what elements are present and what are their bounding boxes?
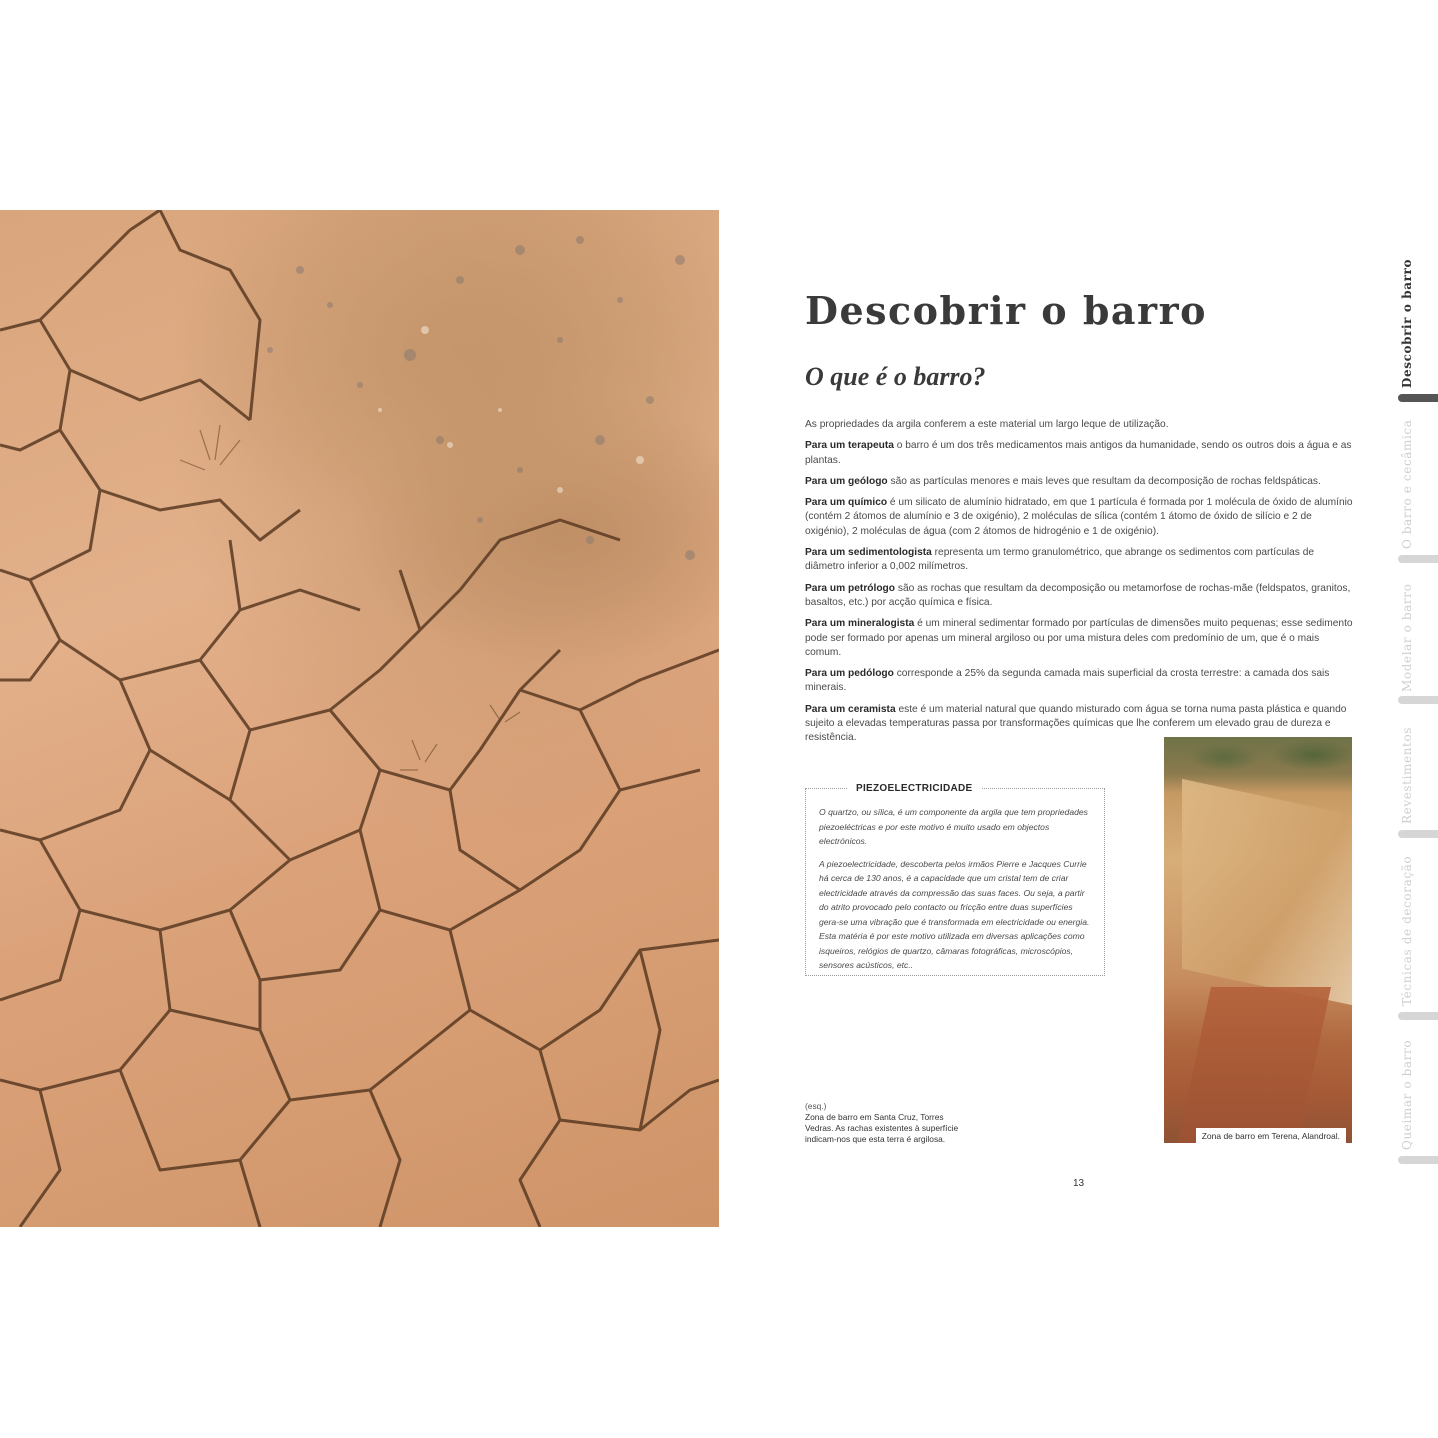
caption-text: Zona de barro em Santa Cruz, Torres Vedras. As rachas existentes à superfície indicam-nos que esta terra é argilosa. [805,1112,959,1144]
left-photo-caption [805,1101,965,1145]
tab-label: O barro e cecâmica [1400,419,1414,549]
piezoelectricity-box [805,783,1105,976]
paragraph-text: são as rochas que resultam da decomposição ou metamorfose de rochas-mãe (feldspatos, granitos, basaltos, etc.) por acção química e física. [805,582,1351,608]
body-text [805,418,1353,753]
tab-label: Queimar o barro [1400,1039,1414,1150]
clay-ridge [1182,779,1352,1005]
caption-reference: (esq.) [805,1101,827,1111]
tab-bar [1398,696,1438,704]
tab-label: Técnicas de decoração [1400,855,1414,1006]
tab-tecnicas-de-decoracao[interactable] [1398,855,1438,1022]
tab-bar [1398,555,1438,563]
paragraph-lead: Para um terapeuta [805,440,894,452]
paragraph-text: é um mineral sedimentar formado por partículas de dimensões muito pequenas; esse sedimento pode ser formado por apenas um mineral argiloso ou por uma mistura deles com predomínio de um, que é o mais comum. [805,618,1353,658]
paragraph-quimico [805,496,1353,539]
paragraph-pedologo [805,667,1353,696]
paragraph-geologo [805,475,1353,489]
paragraph-lead: Para um geólogo [805,475,888,487]
section-subtitle: O que é o barro? [805,362,986,391]
tab-revestimentos[interactable] [1398,726,1438,840]
tab-bar [1398,1156,1438,1164]
paragraph-petrologo [805,582,1353,611]
paragraph-lead: Para um petrólogo [805,582,896,594]
tab-modelar-o-barro[interactable] [1398,583,1438,706]
right-photo-caption: Zona de barro em Terena, Alandroal. [1196,1128,1346,1143]
tab-descobrir-o-barro[interactable] [1398,258,1438,402]
clay-cracks-illustration [0,210,719,1227]
intro-paragraph: As propriedades da argila conferem a este material um largo leque de utilização. [805,419,1169,430]
terena-clay-photo [1164,737,1352,1143]
paragraph-text: este é um material natural que quando misturado com água se torna numa pasta plástica e quando sujeito a elevadas temperaturas passa por transformações químicas que lhe conferem um elevado grau de dureza e resistência. [805,703,1347,744]
tab-queimar-o-barro[interactable] [1398,1039,1438,1164]
paragraph-text: o barro é um dos três medicamentos mais antigos da humanidade, sendo os outros dois a água e as plantas. [805,440,1352,466]
paragraph-terapeuta [805,439,1353,468]
box-paragraph: O quartzo, ou sílica, é um componente da argila que tem propriedades piezoeléctricas e por este motivo é muito usado em objectos electrónicos. [819,807,1088,846]
paragraph-text: representa um termo granulométrico, que abrange os sedimentos com partículas de diâmetro inferior a 0,002 milímetros. [805,547,1315,573]
tab-o-barro-e-ceramica[interactable] [1398,419,1438,565]
paragraph-text: são as partículas menores e mais leves que resultam da decomposição de rochas feldspáticas. [887,475,1321,487]
tab-bar [1398,394,1438,402]
paragraph-text: é um silicato de alumínio hidratado, em que 1 partícula é formada por 1 molécula de óxido de alumínio (contém 2 átomos de alumínio e 3 de oxigénio), 2 moléculas de sílica (contém 1 átomo de óxido de silício e 2 de oxigénio), 2 moléculas de água (com 2 átomos de hidrogénio e 1 de oxigénio). [805,497,1353,537]
tab-label: Revestimentos [1400,726,1414,824]
paragraph-lead: Para um sedimentologista [805,547,932,559]
page-number: 13 [1073,1178,1085,1189]
page-title: Descobrir o barro [805,288,1207,333]
paragraph-sedimentologista [805,546,1353,575]
red-clay-gully [1177,987,1331,1143]
paragraph-text: corresponde a 25% da segunda camada mais superficial da crosta terrestre: a camada dos sais minerais. [805,668,1330,694]
box-title: PIEZOELECTRICIDADE [848,783,981,794]
tab-bar [1398,830,1438,838]
tab-label: Descobrir o barro [1400,258,1414,388]
tab-bar [1398,1012,1438,1020]
paragraph-mineralogista [805,617,1353,660]
cracked-clay-photo [0,210,719,1227]
paragraph-lead: Para um químico [805,497,888,509]
paragraph-lead: Para um mineralogista [805,618,915,630]
box-paragraph: A piezoelectricidade, descoberta pelos irmãos Pierre e Jacques Currie há cerca de 130 anos, é a capacidade que um cristal tem de criar electricidade através da compressão das suas faces. Ou seja, a partir do atrito provocado pelo contacto ou fricção entre duas superfícies gera-se uma vibração que é transformada em electricidade ou energia. Esta matéria é por este motivo utilizada em diversas aplicações como isqueiros, relógios de quartzo, câmaras fotográficas, microscópios, sensores acústicos, etc.. [819,858,1090,970]
paragraph-lead: Para um ceramista [805,703,896,715]
tab-label: Modelar o barro [1400,583,1414,692]
paragraph-lead: Para um pedólogo [805,668,894,680]
vegetation [1164,737,1352,782]
